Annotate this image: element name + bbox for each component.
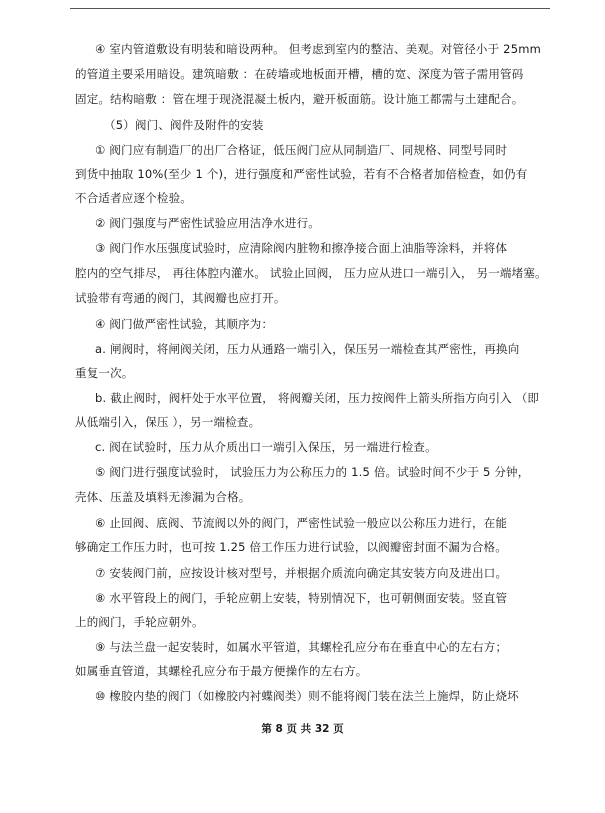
header-rule (70, 8, 550, 9)
text-line: 试验带有弯通的阀门，其阀瓣也应打开。 (75, 291, 286, 305)
text-line: ⑦ 安装阀门前，应按设计核对型号，并根据介质流向确定其安装方向及进出口。 (95, 566, 508, 580)
text-line: 的管道主要采用暗设。建筑暗敷 ：在砖墙或地板面开槽，槽的宽、深度为管子需用管码 (75, 67, 524, 81)
text-line: ⑤ 阀门进行强度试验时， 试验压力为公称压力的 1.5 倍。试验时间不少于 5 分钟， (95, 465, 530, 479)
text-line: 固定。结构暗敷 ：管在埋于现浇混凝土板内，避开板面筋。设计施工都需与土建配合。 (75, 92, 524, 106)
text-line: 到货中抽取 10%(至少 1 个)，进行强度和严密性试验，若有不合格者加倍检查，如仍有 (75, 167, 528, 181)
text-line: ⑨ 与法兰盘一起安装时，如属水平管道，其螺栓孔应分布在垂直中心的左右方； (95, 640, 508, 654)
text-line: a. 闸阀时，将闸阀关闭，压力从通路一端引入，保压另一端检查其严密性，再换向 (95, 342, 520, 356)
text-line: ⑧ 水平管段上的阀门，手轮应朝上安装，特别情况下，也可朝侧面安装。竖直管 (95, 591, 508, 605)
text-line: ④ 室内管道敷设有明装和暗设两种。 但考虑到室内的整洁、美观。对管径小于 25mm (95, 42, 542, 56)
text-line: 上的阀门，手轮应朝外。 (75, 615, 204, 629)
text-line: ④ 阀门做严密性试验，其顺序为： (95, 317, 274, 331)
section-heading: （5）阀门、阀件及附件的安装 (104, 118, 264, 132)
text-line: ⑩ 橡胶内垫的阀门（如橡胶内衬蝶阀类）则不能将阀门装在法兰上施焊，防止烧坏 (95, 689, 519, 703)
text-line: 不合适者应逐个检验。 (75, 191, 192, 205)
text-line: ③ 阀门作水压强度试验时，应清除阀内脏物和擦净接合面上油脂等涂料，并将体 (95, 241, 508, 255)
text-line: ② 阀门强度与严密性试验应用洁净水进行。 (95, 216, 320, 230)
text-line: 重复一次。 (75, 366, 134, 380)
text-line: 壳体、压盖及填料无渗漏为合格。 (75, 490, 251, 504)
text-line: b. 截止阀时，阀杆处于水平位置， 将阀瓣关闭，压力按阀件上箭头所指方向引入 （即 (95, 391, 540, 405)
text-line: 从低端引入，保压 ），另一端检查。 (75, 415, 261, 429)
text-line: 够确定工作压力时，也可按 1.25 倍工作压力进行试验，以阀瓣密封面不漏为合格。 (75, 540, 507, 554)
page-footer: 第 8 页 共 32 页 (261, 723, 344, 735)
text-line: ① 阀门应有制造厂的出厂合格证，低压阀门应从同制造厂、同规格、同型号同时 (95, 143, 508, 157)
text-line: 腔内的空气排尽， 再往体腔内灌水。 试验止回阀， 压力应从进口一端引入， 另一端堵塞。 (75, 266, 547, 280)
text-line: ⑥ 止回阀、底阀、节流阀以外的阀门，严密性试验一般应以公称压力进行，在能 (95, 516, 508, 530)
text-line: c. 阀在试验时，压力从介质出口一端引入保压，另一端进行检查。 (95, 440, 437, 454)
text-line: 如属垂直管道，其螺栓孔应分布于最方便操作的左右方。 (75, 664, 368, 678)
